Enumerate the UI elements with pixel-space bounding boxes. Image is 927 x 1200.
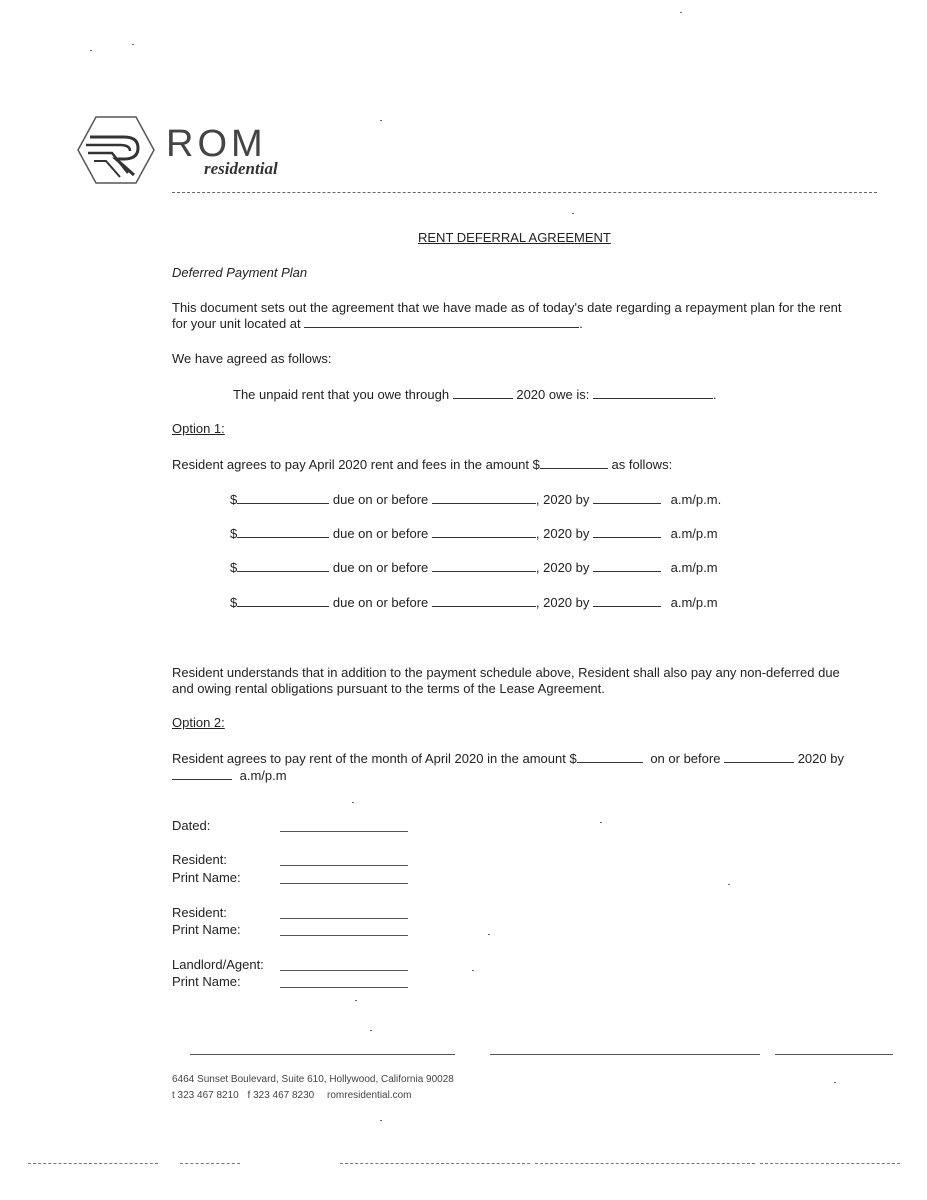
payment-time-field[interactable] bbox=[593, 595, 661, 607]
option-2-heading: Option 2: bbox=[172, 715, 225, 730]
brand-main: ROM bbox=[166, 123, 267, 165]
footer-address: 6464 Sunset Boulevard, Suite 610, Hollywood, California 90028 bbox=[172, 1074, 454, 1085]
payment-row bbox=[230, 526, 718, 542]
rom-hexagon-logo-icon bbox=[76, 115, 156, 185]
unpaid-mid: 2020 owe is: bbox=[516, 387, 590, 402]
print-name-3-field[interactable] bbox=[280, 987, 408, 988]
understands-line-2: and owing rental obligations pursuant to the terms of the Lease Agreement. bbox=[172, 681, 605, 696]
print-name-2-label: Print Name: bbox=[172, 922, 241, 937]
footer-contact bbox=[172, 1090, 412, 1101]
through-date-field[interactable] bbox=[453, 387, 513, 399]
scan-edge bbox=[28, 1163, 158, 1164]
scan-edge bbox=[180, 1163, 240, 1164]
unit-address-field[interactable] bbox=[304, 316, 579, 328]
footer-phone: t 323 467 8210 bbox=[172, 1090, 239, 1101]
intro-line-1: This document sets out the agreement that we have made as of today's date regarding a repayment plan for the rent bbox=[172, 300, 842, 315]
print-name-1-field[interactable] bbox=[280, 883, 408, 884]
footer-website[interactable]: romresidential.com bbox=[327, 1090, 412, 1101]
due-label: due on or before bbox=[332, 526, 429, 541]
option-2-mid: on or before bbox=[650, 751, 721, 766]
dollar-sign: $ bbox=[230, 492, 238, 507]
ampm-label: a.m/p.m bbox=[670, 595, 718, 610]
option-2-suffix: 2020 by bbox=[797, 751, 844, 766]
unpaid-line: The unpaid rent that you owe through 2020 owe is: . bbox=[233, 387, 717, 402]
due-label: due on or before bbox=[332, 595, 429, 610]
dollar-sign: $ bbox=[230, 526, 238, 541]
option-1-intro-prefix: Resident agrees to pay April 2020 rent and fees in the amount $ bbox=[172, 457, 540, 472]
intro-line-2: for your unit located at . bbox=[172, 316, 583, 331]
ampm-label: a.m/p.m bbox=[670, 526, 718, 541]
year-label: , 2020 by bbox=[535, 595, 590, 610]
year-label: , 2020 by bbox=[535, 492, 590, 507]
scan-edge bbox=[760, 1163, 900, 1164]
ampm-label: a.m/p.m bbox=[670, 560, 718, 575]
header-rule bbox=[172, 192, 877, 193]
unpaid-prefix: The unpaid rent that you owe through bbox=[233, 387, 450, 402]
payment-time-field[interactable] bbox=[593, 526, 661, 538]
option-1-amount-field[interactable] bbox=[540, 457, 608, 469]
option-2-amount-field[interactable] bbox=[577, 751, 643, 763]
scan-edge bbox=[535, 1163, 755, 1164]
dated-label: Dated: bbox=[172, 818, 211, 833]
ampm-label: a.m/p.m. bbox=[670, 492, 722, 507]
option-2-line-2 bbox=[172, 768, 287, 784]
footer-fax: f 323 467 8230 bbox=[247, 1090, 315, 1101]
payment-date-field[interactable] bbox=[432, 526, 536, 538]
payment-time-field[interactable] bbox=[593, 492, 661, 504]
landlord-field[interactable] bbox=[280, 970, 408, 971]
subtitle: Deferred Payment Plan bbox=[172, 265, 308, 280]
option-2-prefix: Resident agrees to pay rent of the month of April 2020 in the amount $ bbox=[172, 751, 577, 766]
brand-sub: residential bbox=[204, 159, 278, 178]
dollar-sign: $ bbox=[230, 595, 238, 610]
intro-line-2-prefix: for your unit located at bbox=[172, 316, 301, 331]
footer-rule-2 bbox=[490, 1054, 760, 1055]
print-name-1-label: Print Name: bbox=[172, 870, 241, 885]
print-name-2-field[interactable] bbox=[280, 935, 408, 936]
option-1-heading: Option 1: bbox=[172, 421, 225, 436]
option-2-ampm: a.m/p.m bbox=[239, 768, 287, 783]
page-title: RENT DEFERRAL AGREEMENT bbox=[418, 230, 611, 245]
unpaid-amount-field[interactable] bbox=[593, 387, 713, 399]
landlord-label: Landlord/Agent: bbox=[172, 957, 264, 972]
option-2-line-1 bbox=[172, 751, 844, 767]
scan-edge bbox=[340, 1163, 530, 1164]
dated-field[interactable] bbox=[280, 831, 408, 832]
payment-date-field[interactable] bbox=[432, 492, 536, 504]
resident-1-field[interactable] bbox=[280, 865, 408, 866]
resident-2-field[interactable] bbox=[280, 918, 408, 919]
year-label: , 2020 by bbox=[535, 526, 590, 541]
option-2-date-field[interactable] bbox=[724, 751, 794, 763]
agreed-line: We have agreed as follows: bbox=[172, 351, 332, 366]
option-2-time-field[interactable] bbox=[172, 768, 232, 780]
due-label: due on or before bbox=[332, 560, 429, 575]
footer-rule-3 bbox=[775, 1054, 893, 1055]
option-1-intro bbox=[172, 457, 672, 473]
payment-time-field[interactable] bbox=[593, 560, 661, 572]
payment-amount-field[interactable] bbox=[237, 595, 329, 607]
dollar-sign: $ bbox=[230, 560, 238, 575]
payment-row bbox=[230, 560, 718, 576]
payment-amount-field[interactable] bbox=[237, 492, 329, 504]
footer-rule-1 bbox=[190, 1054, 455, 1055]
payment-row bbox=[230, 492, 721, 508]
print-name-3-label: Print Name: bbox=[172, 974, 241, 989]
resident-1-label: Resident: bbox=[172, 852, 227, 867]
understands-line-1: Resident understands that in addition to the payment schedule above, Resident shall also pay any non-deferred due bbox=[172, 665, 840, 680]
option-1-intro-suffix: as follows: bbox=[611, 457, 673, 472]
company-logo bbox=[76, 115, 326, 185]
payment-row bbox=[230, 595, 718, 611]
payment-amount-field[interactable] bbox=[237, 560, 329, 572]
resident-2-label: Resident: bbox=[172, 905, 227, 920]
payment-date-field[interactable] bbox=[432, 560, 536, 572]
due-label: due on or before bbox=[332, 492, 429, 507]
payment-date-field[interactable] bbox=[432, 595, 536, 607]
year-label: , 2020 by bbox=[535, 560, 590, 575]
payment-amount-field[interactable] bbox=[237, 526, 329, 538]
